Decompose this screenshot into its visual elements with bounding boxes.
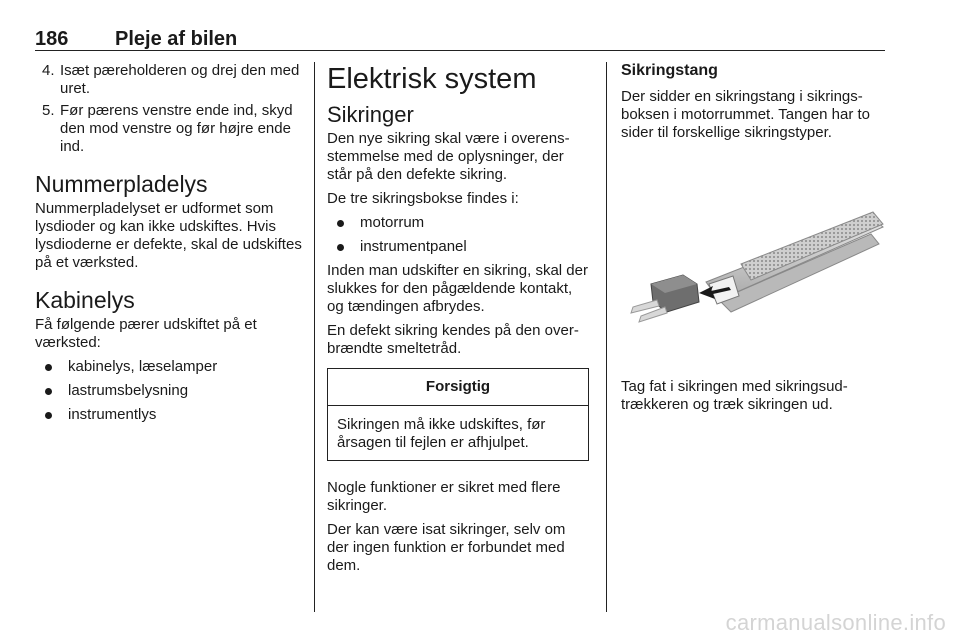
column-middle — [327, 62, 589, 581]
cabin-light-heading: Kabinelys — [35, 287, 135, 313]
step-text: Før pærens venstre ende ind, skyd den mod venstre og før højre ende ind. — [60, 102, 293, 155]
paragraph: En defekt sikring kendes på den over-brændte smeltetråd. — [327, 322, 579, 357]
license-plate-light-heading: Nummerpladelys — [35, 171, 208, 197]
step-number: 4. — [42, 62, 55, 79]
step-number: 5. — [42, 102, 55, 119]
step-item — [35, 102, 303, 156]
chapter-title: Elektrisk system — [327, 63, 537, 95]
list-item: lastrumsbelysning — [35, 382, 303, 400]
bullet-icon — [45, 412, 52, 419]
caution-box — [327, 368, 589, 461]
caution-title: Forsigtig — [328, 369, 588, 406]
bullet-icon — [45, 364, 52, 371]
caution-text: Sikringen må ikke udskiftes, før årsagen til fejlen er afhjulpet. — [337, 416, 546, 451]
bullet-icon — [45, 388, 52, 395]
fuse-puller-illustration — [621, 172, 887, 342]
paragraph: Der sidder en sikringstang i sikrings-boksen i motorrummet. Tangen har to sider til forskellige sikringstyper. — [621, 88, 871, 141]
page-number: 186 — [35, 28, 69, 50]
list-item: motorrum — [327, 214, 589, 232]
column-divider — [606, 62, 607, 612]
column-divider — [314, 62, 315, 612]
bullet-icon — [337, 220, 344, 227]
paragraph: Den nye sikring skal være i overens-stemmelse med de oplysninger, der står på den defekte sikring. — [327, 130, 570, 183]
step-text: Isæt pæreholderen og drej den med uret. — [60, 62, 300, 97]
paragraph: Der kan være isat sikringer, selv om der ingen funktion er forbundet med dem. — [327, 521, 566, 574]
paragraph: De tre sikringsbokse findes i: — [327, 190, 519, 207]
page-header — [35, 28, 885, 51]
bullet-icon — [337, 244, 344, 251]
cabin-light-list — [35, 358, 303, 424]
paragraph: Inden man udskifter en sikring, skal der slukkes for den pågældende kontakt, og tændingen afbrydes. — [327, 262, 588, 315]
column-left — [35, 62, 303, 430]
fuse-box-list — [327, 214, 589, 256]
paragraph: Nogle funktioner er sikret med flere sikringer. — [327, 479, 561, 514]
watermark: carmanualsonline.info — [725, 610, 946, 635]
column-right — [621, 62, 887, 420]
list-item: instrumentpanel — [327, 238, 589, 256]
fuse-puller-heading: Sikringstang — [621, 62, 718, 79]
list-item: kabinelys, læselamper — [35, 358, 303, 376]
cabin-light-text: Få følgende pærer udskiftet på et værksted: — [35, 316, 257, 351]
list-item: instrumentlys — [35, 406, 303, 424]
section-title: Pleje af bilen — [115, 28, 238, 50]
paragraph: Tag fat i sikringen med sikringsud-trækkeren og træk sikringen ud. — [621, 378, 848, 413]
step-item — [35, 62, 303, 98]
license-plate-light-text: Nummerpladelyset er udformet som lysdioder og kan ikke udskiftes. Hvis lysdioderne er defekte, skal de udskiftes på et værksted. — [35, 200, 302, 271]
fuses-heading: Sikringer — [327, 102, 414, 127]
